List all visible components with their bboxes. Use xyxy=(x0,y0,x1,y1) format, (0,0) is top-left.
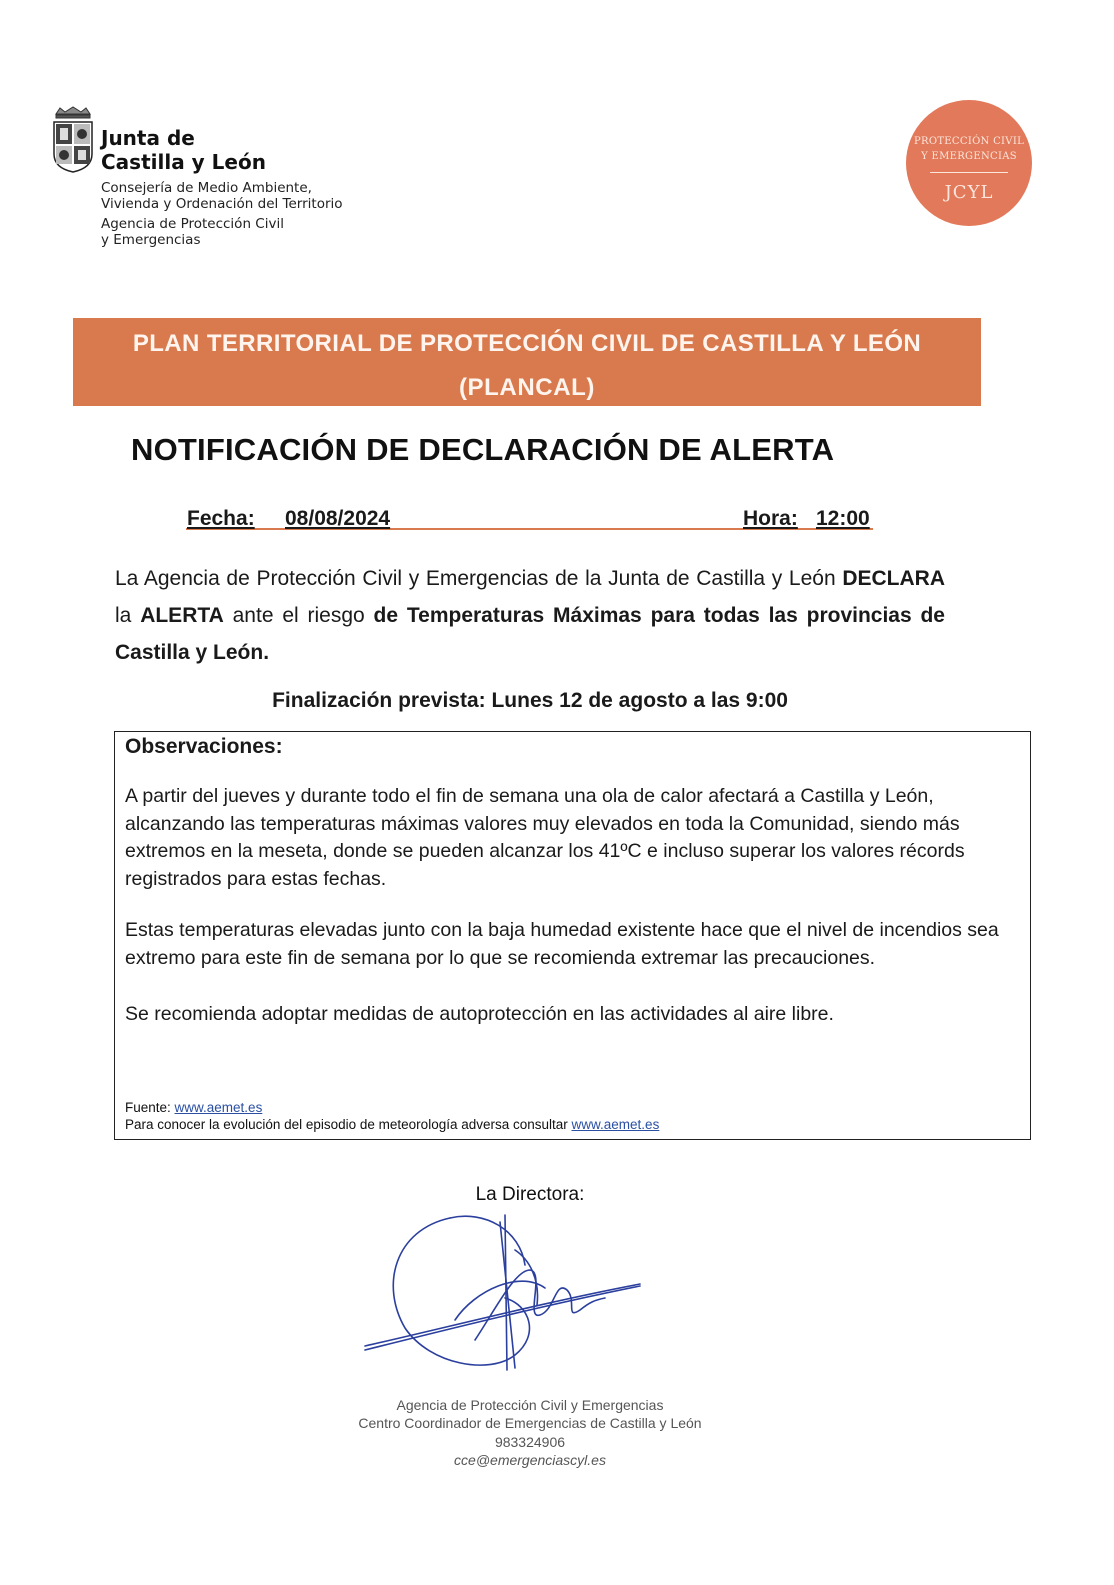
banner-line1: PLAN TERRITORIAL DE PROTECCIÓN CIVIL DE CASTILLA Y LEÓN xyxy=(132,330,922,357)
observaciones-paragraph-2: Estas temperaturas elevadas junto con la baja humedad existente hace que el nivel de incendios sea extremo para este fin de semana por lo que se recomienda extremar las precauciones. xyxy=(125,919,999,969)
directora-label: La Directora: xyxy=(475,1184,585,1205)
declaracion-paragraph xyxy=(115,560,945,671)
hora-value: 12:00 xyxy=(816,507,870,530)
footer-centro: Centro Coordinador de Emergencias de Castilla y León xyxy=(358,1415,702,1431)
decl-text-1: La Agencia de Protección Civil y Emergencias de la Junta de Castilla y León xyxy=(115,567,843,590)
consultar-text: Para conocer la evolución del episodio de meteorología adversa consultar xyxy=(125,1117,572,1132)
consultar-line xyxy=(125,1116,659,1133)
plan-banner xyxy=(73,318,981,406)
banner-line2: (PLANCAL) xyxy=(458,374,596,401)
fuente-label: Fuente: xyxy=(125,1100,175,1115)
proteccion-civil-stamp xyxy=(906,100,1032,226)
observaciones-title: Observaciones: xyxy=(125,735,283,758)
stamp-line2: Y EMERGENCIAS xyxy=(921,151,1017,162)
handwritten-signature xyxy=(355,1210,655,1380)
finalizacion-prevista: Finalización prevista: Lunes 12 de agosto a las 9:00 xyxy=(272,689,788,712)
org-name-line2: Castilla y León xyxy=(101,150,266,174)
page-title: NOTIFICACIÓN DE DECLARACIÓN DE ALERTA xyxy=(131,432,835,467)
hora-label: Hora: xyxy=(743,507,798,530)
footer-email[interactable]: cce@emergenciascyl.es xyxy=(454,1452,606,1468)
consejeria-line1: Consejería de Medio Ambiente, xyxy=(101,180,312,196)
decl-bold-alerta: ALERTA xyxy=(140,604,224,627)
stamp-line1: PROTECCIÓN CIVIL xyxy=(913,136,1025,147)
stamp-divider xyxy=(930,172,1008,173)
agencia-line2: y Emergencias xyxy=(101,232,201,248)
decl-text-3: ante el riesgo xyxy=(223,604,374,627)
fuente-line xyxy=(125,1099,659,1116)
decl-bold-riesgo: de Temperaturas Máximas para todas las provincias de Castilla y León. xyxy=(115,604,945,664)
decl-text-2: la xyxy=(115,604,141,627)
footer-phone: 983324906 xyxy=(494,1434,566,1450)
aemet-link-consultar[interactable]: www.aemet.es xyxy=(571,1117,660,1132)
junta-coat-of-arms-logo xyxy=(52,106,94,174)
org-name xyxy=(101,126,266,174)
observaciones-paragraph-1: A partir del jueves y durante todo el fin de semana una ola de calor afectará a Castilla y León, alcanzando las temperaturas máximas valores muy elevados en toda la Comunidad, siendo más extremos en la meseta, donde se pueden alcanzar los 41ºC e incluso superar los valores récords registrados para estas fechas. xyxy=(125,785,965,890)
fecha-value: 08/08/2024 xyxy=(285,507,391,530)
stamp-line3: JCYL xyxy=(944,182,994,203)
observaciones-paragraph-3: Se recomienda adoptar medidas de autoprotección en las actividades al aire libre. xyxy=(125,1003,834,1025)
fecha-label: Fecha: xyxy=(187,507,255,530)
agencia-line1: Agencia de Protección Civil xyxy=(101,216,284,232)
footer-agencia: Agencia de Protección Civil y Emergencias xyxy=(396,1397,664,1413)
agencia xyxy=(101,216,284,248)
fuente-block xyxy=(125,1099,659,1133)
consejeria xyxy=(101,180,343,212)
decl-bold-declara: DECLARA xyxy=(842,567,945,590)
aemet-link-fuente[interactable]: www.aemet.es xyxy=(174,1100,263,1115)
consejeria-line2: Vivienda y Ordenación del Territorio xyxy=(101,196,343,212)
org-name-line1: Junta de xyxy=(101,126,195,150)
